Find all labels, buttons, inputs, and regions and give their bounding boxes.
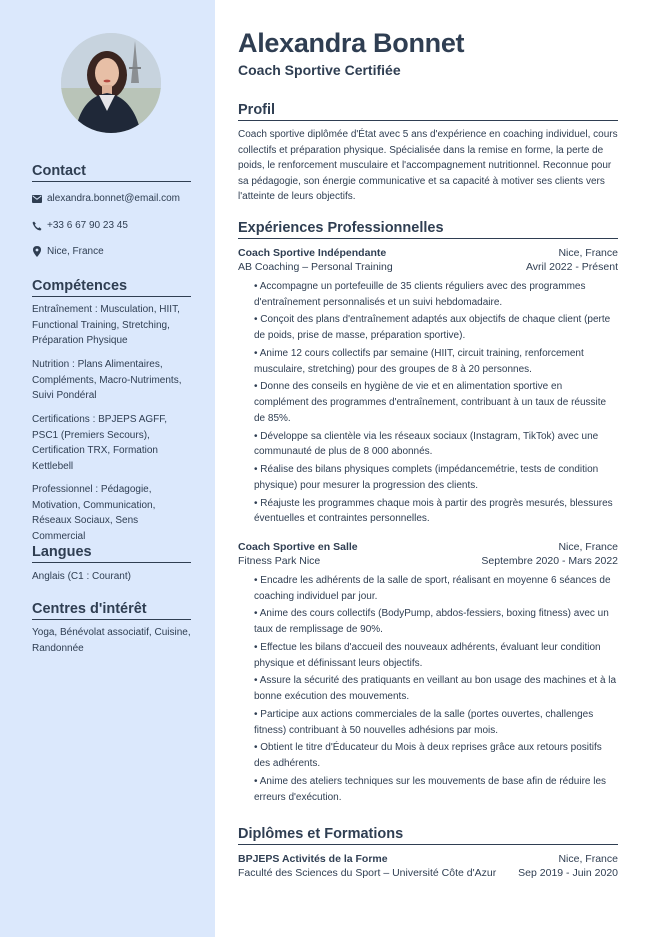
sidebar bbox=[0, 0, 215, 937]
skills-item: Nutrition : Plans Alimentaires, Compléments, Macro-Nutriments, Suivi Pondéral bbox=[32, 359, 182, 401]
list-item: • Donne des conseils en hygiène de vie et en alimentation sportive en complément des programmes d'entraînement, contribuant à un taux de réussite de 85%. bbox=[254, 379, 618, 426]
job-dates: Septembre 2020 - Mars 2022 bbox=[481, 555, 618, 567]
list-item: • Accompagne un portefeuille de 35 clients réguliers avec des programmes d'entraînement personnalisés et un suivi hebdomadaire. bbox=[254, 279, 618, 310]
list-item: • Effectue les bilans d'accueil des nouveaux adhérents, évaluant leur condition physique et définissant leurs objectifs. bbox=[254, 640, 618, 671]
person-title: Coach Sportive Certifiée bbox=[238, 62, 401, 78]
list-item: • Anime des ateliers techniques sur les mouvements de base afin de réduire les erreurs d'exécution. bbox=[254, 774, 618, 805]
education-heading: Diplômes et Formations bbox=[238, 826, 618, 845]
education-degree: BPJEPS Activités de la Forme bbox=[238, 853, 388, 865]
languages-heading: Langues bbox=[32, 544, 191, 563]
contact-phone-row bbox=[32, 219, 191, 232]
contact-location-row bbox=[32, 245, 191, 258]
job-location: Nice, France bbox=[558, 541, 618, 553]
interests-text: Yoga, Bénévolat associatif, Cuisine, Randonnée bbox=[32, 627, 191, 654]
skills-section bbox=[32, 278, 191, 297]
contact-location: Nice, France bbox=[47, 246, 104, 257]
list-item: • Réalise des bilans physiques complets (impédancemétrie, tests de condition physique) pour mesurer la progression des clients. bbox=[254, 462, 618, 493]
contact-section bbox=[32, 163, 191, 182]
skills-item: Professionnel : Pédagogie, Motivation, Communication, Réseaux Sociaux, Sens Commercial bbox=[32, 484, 156, 542]
list-item: • Réajuste les programmes chaque mois à partir des progrès mesurés, blessures éventuelles et contraintes personnelles. bbox=[254, 496, 618, 527]
map-pin-icon bbox=[32, 247, 42, 257]
education-school: Faculté des Sciences du Sport – Université Côte d'Azur bbox=[238, 867, 497, 879]
interests-heading: Centres d'intérêt bbox=[32, 601, 191, 620]
contact-phone[interactable]: +33 6 67 90 23 45 bbox=[47, 220, 128, 231]
job-location: Nice, France bbox=[558, 247, 618, 259]
job-subheader bbox=[238, 555, 618, 567]
skills-item: Entraînement : Musculation, HIIT, Functional Training, Stretching, Préparation Physique bbox=[32, 304, 180, 346]
job-bullets bbox=[254, 573, 618, 807]
avatar bbox=[61, 33, 161, 133]
job-title: Coach Sportive Indépendante bbox=[238, 247, 387, 259]
list-item: • Conçoit des plans d'entraînement adaptés aux objectifs de chaque client (perte de poids, prise de masse, préparation sportive). bbox=[254, 312, 618, 343]
avatar-photo bbox=[61, 33, 161, 133]
education-dates: Sep 2019 - Juin 2020 bbox=[518, 867, 618, 879]
list-item: • Anime 12 cours collectifs par semaine (HIIT, circuit training, renforcement musculaire, stretching) pour des groupes de 8 à 20 personnes. bbox=[254, 346, 618, 377]
job-bullets bbox=[254, 279, 618, 529]
list-item: • Anime des cours collectifs (BodyPump, abdos-fessiers, boxing fitness) avec un taux de remplissage de 90%. bbox=[254, 606, 618, 637]
job-dates: Avril 2022 - Présent bbox=[525, 261, 618, 273]
contact-email-row bbox=[32, 192, 191, 205]
languages-section bbox=[32, 544, 191, 563]
profil-heading: Profil bbox=[238, 102, 618, 121]
education-header bbox=[238, 853, 618, 865]
skills-heading: Compétences bbox=[32, 278, 191, 297]
education-subheader bbox=[238, 867, 618, 879]
phone-icon bbox=[32, 221, 42, 231]
interests-section bbox=[32, 601, 191, 620]
list-item: • Assure la sécurité des pratiquants en veillant au bon usage des machines et à la bonne exécution des mouvements. bbox=[254, 673, 618, 704]
job-header bbox=[238, 247, 618, 259]
job-company: Fitness Park Nice bbox=[238, 555, 321, 567]
languages-text: Anglais (C1 : Courant) bbox=[32, 571, 131, 582]
contact-heading: Contact bbox=[32, 163, 191, 182]
job-company: AB Coaching – Personal Training bbox=[238, 261, 393, 273]
skills-item: Certifications : BPJEPS AGFF, PSC1 (Premiers Secours), Certification TRX, Formation Kettlebell bbox=[32, 414, 168, 472]
list-item: • Participe aux actions commerciales de la salle (portes ouvertes, challenges fitness) contribuant à 50 nouvelles adhésions par mois. bbox=[254, 707, 618, 738]
experience-heading: Expériences Professionnelles bbox=[238, 220, 618, 239]
list-item: • Obtient le titre d'Éducateur du Mois à deux reprises grâce aux retours positifs des adhérents. bbox=[254, 740, 618, 771]
profil-text: Coach sportive diplômée d'État avec 5 ans d'expérience en coaching individuel, cours collectifs et préparation physique. Spécialisée dans la remise en forme, la perte de poids, le renforcement musculaire et l'accompagnement nutritionnel. Reconnue pour sa pédagogie, son énergie communicative et sa capacité à motiver ses clients vers l'atteinte de leurs objectifs. bbox=[238, 129, 618, 203]
job-title: Coach Sportive en Salle bbox=[238, 541, 358, 553]
person-name: Alexandra Bonnet bbox=[238, 28, 465, 58]
list-item: • Développe sa clientèle via les réseaux sociaux (Instagram, TikTok) avec une communauté de plus de 8 000 abonnés. bbox=[254, 429, 618, 460]
education-location: Nice, France bbox=[558, 853, 618, 865]
contact-email[interactable]: alexandra.bonnet@email.com bbox=[47, 193, 181, 204]
envelope-icon bbox=[32, 194, 42, 204]
job-header bbox=[238, 541, 618, 553]
job-subheader bbox=[238, 261, 618, 273]
list-item: • Encadre les adhérents de la salle de sport, réalisant en moyenne 6 séances de coaching individuel par jour. bbox=[254, 573, 618, 604]
